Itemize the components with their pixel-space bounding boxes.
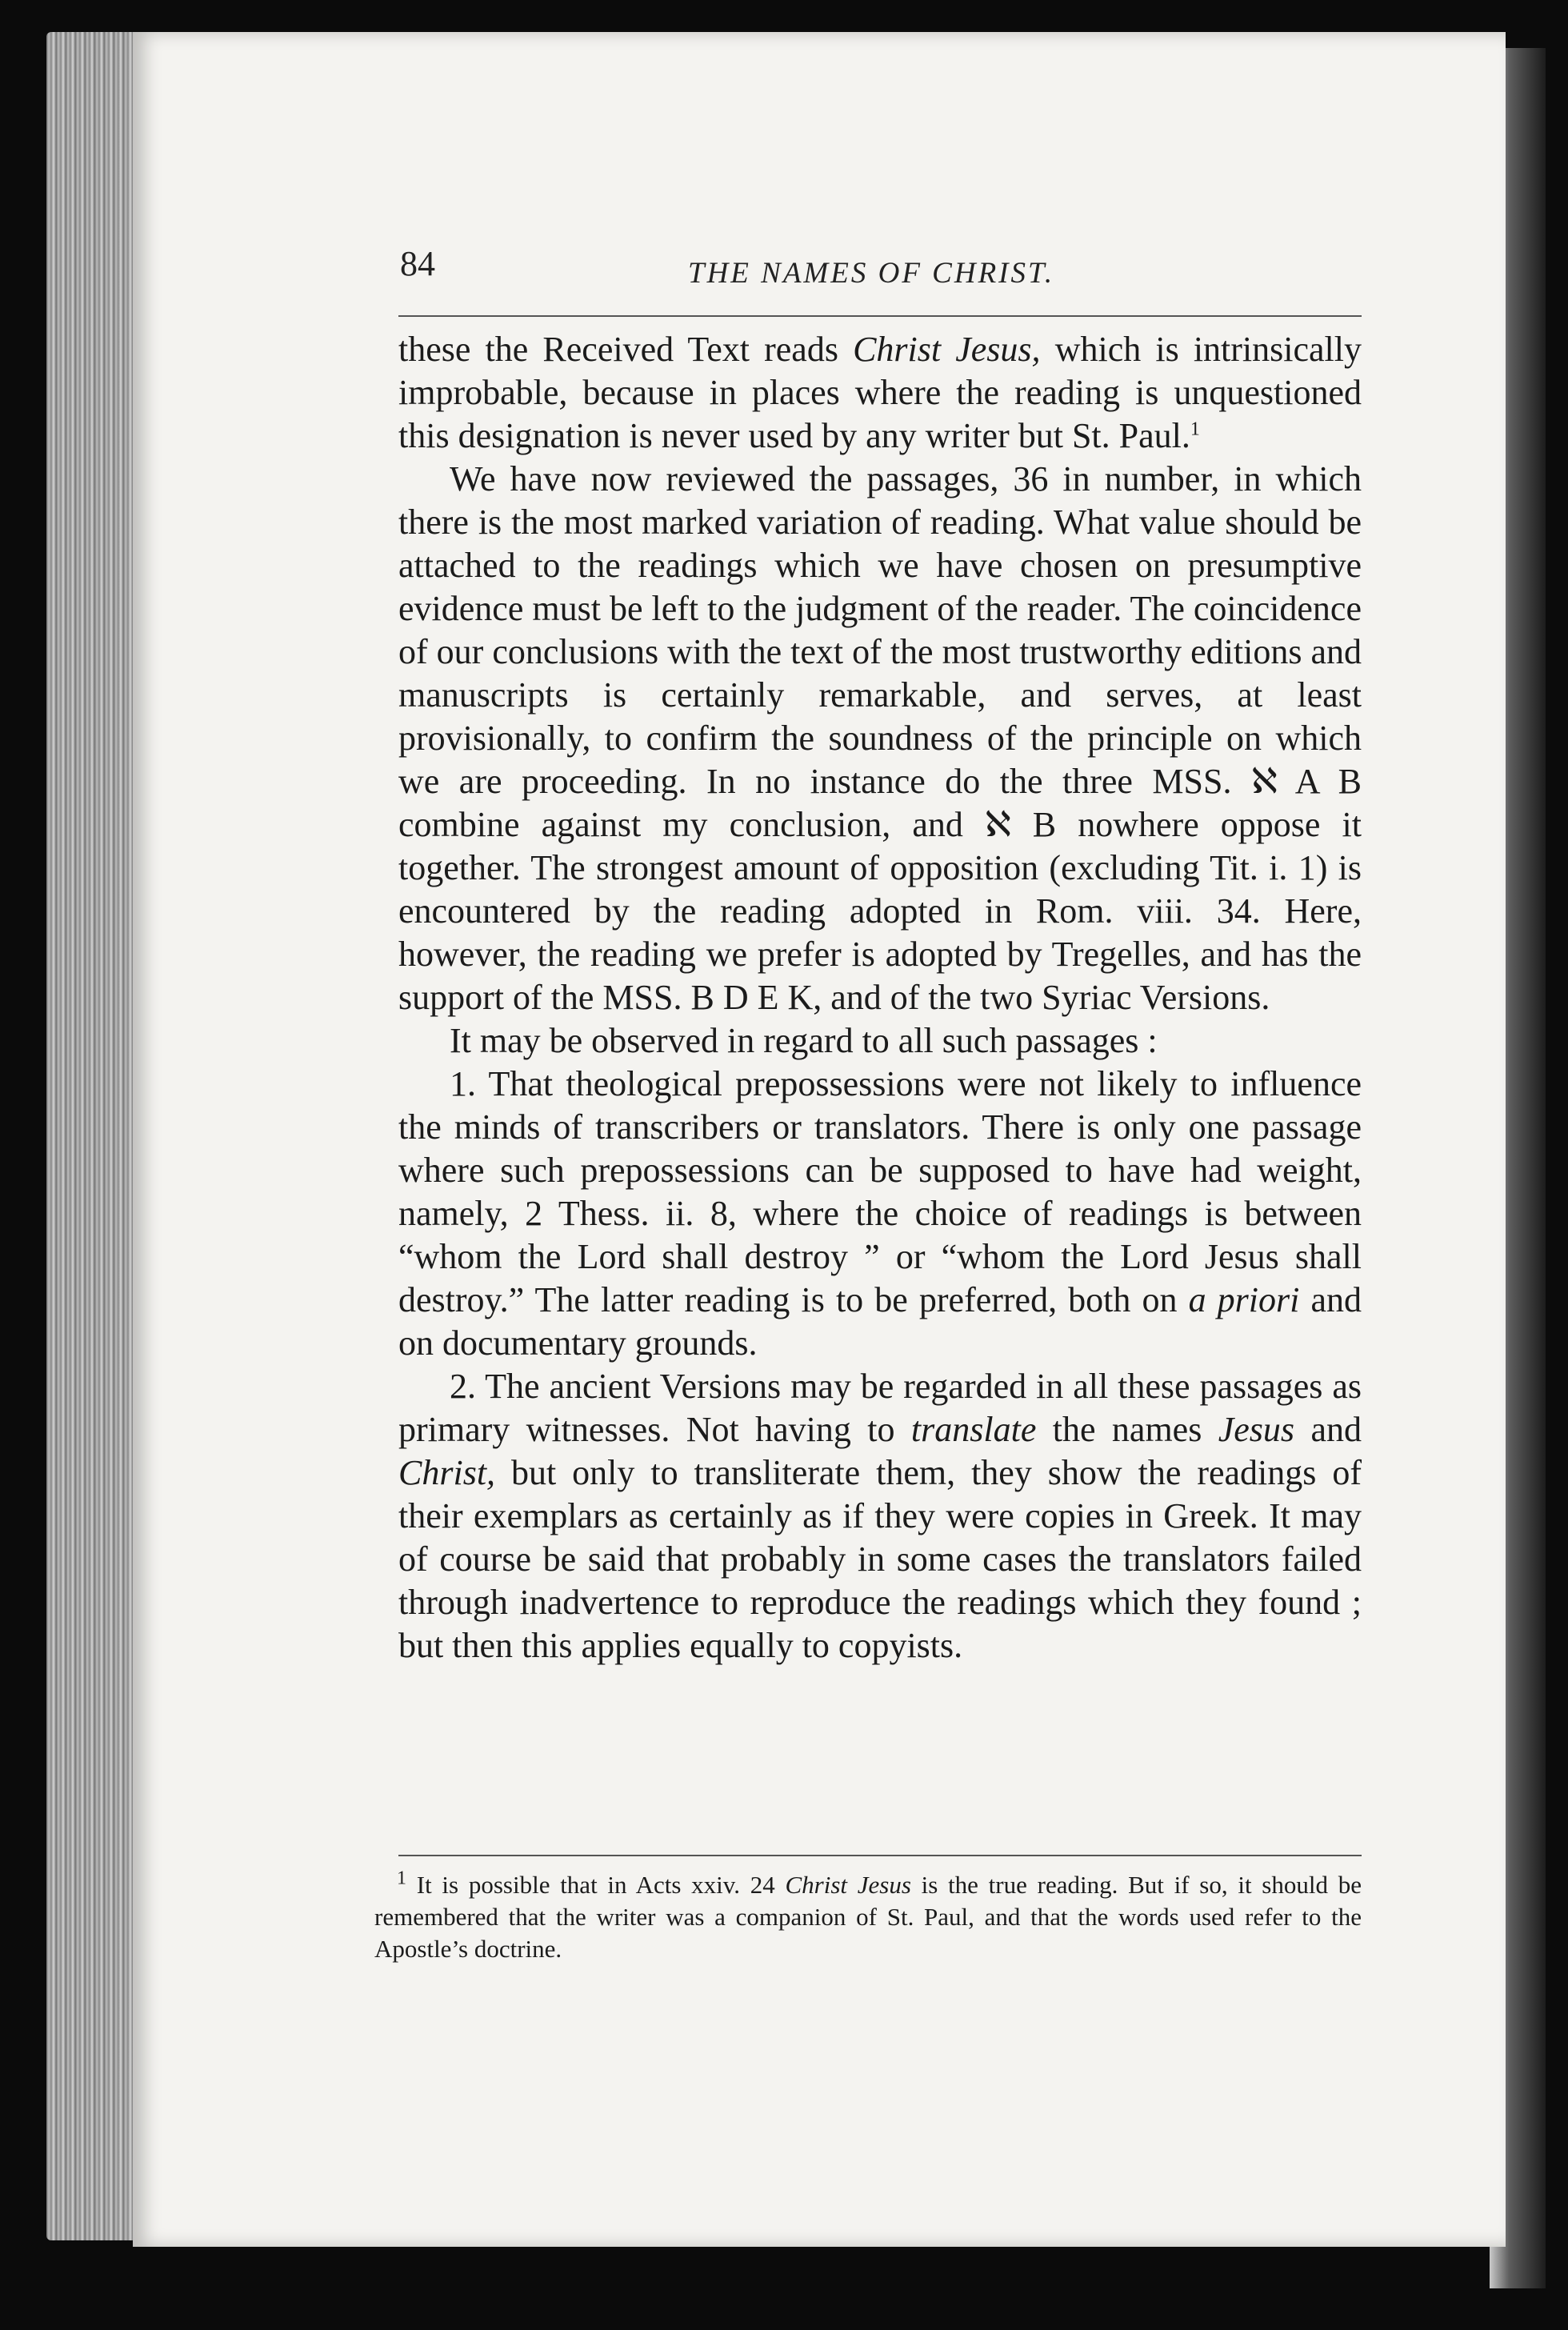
- page-edges: [46, 32, 142, 2240]
- body-text: [398, 328, 1362, 1667]
- footnote: $^1$ It is possible that in Acts xxiv. 24 Christ Jesus is the true reading. But if so, it should be remembered that the writer was a companion of St. Paul, and that the words used refer to the Apostle’s doctrine.: [374, 1868, 1362, 1963]
- running-head: THE NAMES OF CHRIST.: [688, 257, 1055, 290]
- page-number: 84: [400, 244, 435, 283]
- paragraph-4: 1. That theological prepossessions were not likely to influence the minds of transcribers or translators. There is only one passage where such prepossessions can be supposed to have had weight, namely, 2 Thess. ii. 8, where the choice of readings is between “whom the Lord shall destroy ” or “whom the Lord Jesus shall destroy.” The latter reading is to be preferred, both on a priori and on documentary grounds.: [398, 1064, 1362, 1363]
- footnote-ref: 1: [1190, 418, 1200, 440]
- paragraph-1: these the Received Text reads Christ Jesus, which is intrinsically improbable, because in places where the reading is unquestioned this designation is never used by any writer but St. Paul.$^1$: [398, 330, 1362, 455]
- paragraph-3: It may be observed in regard to all such passages :: [450, 1021, 1158, 1060]
- footnote-rule: [398, 1855, 1362, 1856]
- paragraph-5: 2. The ancient Versions may be regarded in all these passages as primary witnesses. Not having to translate the names Jesus and Christ, but only to transliterate them, they show the readings of their exemplars as certainly as if they were copies in Greek. It may of course be said that probably in some cases the translators failed through inadvertence to reproduce the readings which they found ; but then this applies equally to copyists.: [398, 1367, 1362, 1665]
- paragraph-2: We have now reviewed the passages, 36 in number, in which there is the most marked variation of reading. What value should be attached to the readings which we have chosen on presumptive evidence must be left to the judgment of the reader. The coincidence of our conclusions with the text of the most trustworthy editions and manuscripts is certainly remarkable, and serves, at least provisionally, to confirm the soundness of the principle on which we are proceeding. In no instance do the three MSS. ℵ A B combine against my conclusion, and ℵ B nowhere oppose it together. The strongest amount of opposition (excluding Tit. i. 1) is encountered by the reading adopted in Rom. viii. 34. Here, however, the reading we prefer is adopted by Tregelles, and has the support of the MSS. B D E K, and of the two Syriac Versions.: [398, 459, 1362, 1017]
- footnote-marker: 1: [397, 1868, 406, 1889]
